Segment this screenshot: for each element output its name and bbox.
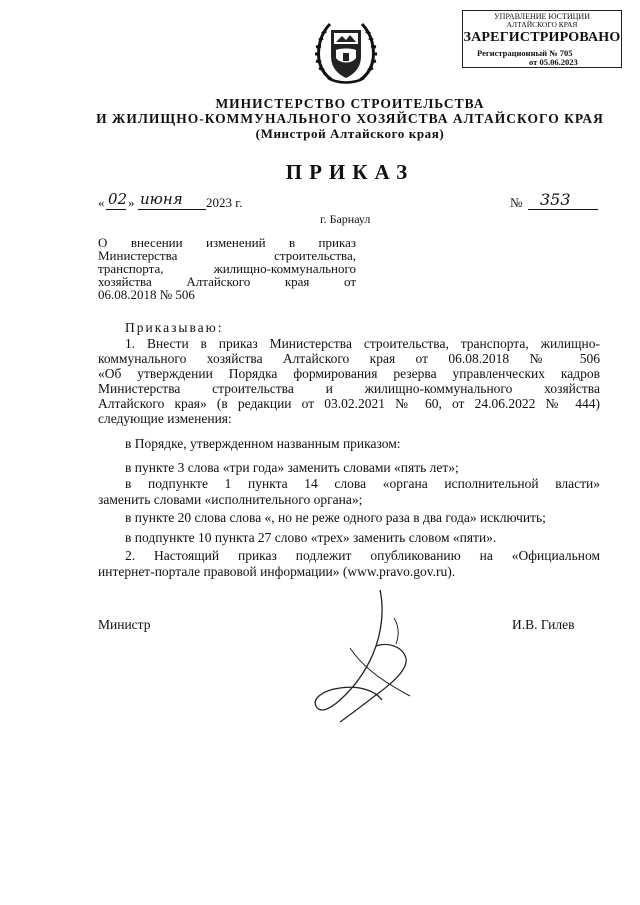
subject-line: хозяйства Алтайского края от (98, 274, 356, 289)
stamp-reg-date: от 05.06.2023 (529, 57, 578, 67)
order-number-label: № (510, 195, 523, 210)
stamp-reg-number: Регистрационный № 705 (477, 48, 573, 58)
change-item-3: в пункте 20 слова слова «, но не реже одного раза в два года» исключить; (125, 510, 546, 525)
order-number-value: 353 (540, 190, 571, 209)
paragraph-1-line: следующие изменения: (98, 411, 232, 426)
date-month-underline (138, 209, 206, 210)
change-item-2-line1: в подпункте 1 пункта 14 слова «органа исполнительной власти» (125, 476, 600, 491)
handwritten-signature-icon (310, 588, 420, 728)
registration-stamp (462, 10, 622, 68)
stamp-authority-line1: УПРАВЛЕНИЕ ЮСТИЦИИ (494, 12, 590, 21)
paragraph-1-line: Алтайского края» (в редакции от 03.02.2021 № 60, от 24.06.2022 № 444) (98, 396, 600, 411)
date-open-quote: « (98, 195, 105, 210)
date-year: 2023 г. (206, 195, 243, 210)
paragraph-1 (98, 336, 600, 426)
paragraph-1-line: «Об утверждении Порядка формирования резерва управленческих кадров (98, 366, 600, 381)
signatory-position: Министр (98, 617, 151, 632)
orders-word: Приказываю: (125, 320, 224, 335)
change-item-1: в пункте 3 слова «три года» заменить словами «пять лет»; (125, 460, 459, 475)
order-subject (98, 236, 356, 301)
ministry-name-line2: И ЖИЛИЩНО-КОММУНАЛЬНОГО ХОЗЯЙСТВА АЛТАЙСКОГО КРАЯ (96, 111, 604, 126)
date-close-quote: » (128, 195, 135, 210)
paragraph-1-line: 1. Внести в приказ Министерства строительства, транспорта, жилищно- (125, 336, 600, 351)
document-type-title: ПРИКАЗ (285, 160, 415, 184)
subject-line: О внесении изменений в приказ (98, 235, 356, 250)
date-month: июня (140, 190, 183, 208)
subject-line: 06.08.2018 № 506 (98, 287, 195, 302)
subject-line: транспорта, жилищно-коммунального (98, 261, 356, 276)
change-item-2-line2: заменить словами «исполнительного органа»; (98, 492, 363, 507)
ministry-short-name: (Минстрой Алтайского края) (255, 126, 445, 141)
signatory-name: И.В. Гилев (512, 617, 575, 632)
paragraph-2-line1: 2. Настоящий приказ подлежит опубликованию на «Официальном (125, 548, 600, 563)
date-day: 02 (108, 190, 128, 208)
subject-line: Министерства строительства, (98, 248, 356, 263)
paragraph-1-line: коммунального хозяйства Алтайского края от 06.08.2018 № 506 (98, 351, 600, 366)
date-day-underline (106, 209, 126, 210)
altai-krai-coat-of-arms-icon (314, 20, 378, 86)
stamp-authority-line2: АЛТАЙСКОГО КРАЯ (506, 20, 578, 29)
change-item-4: в подпункте 10 пункта 27 слово «трех» заменить словом «пяти». (125, 530, 497, 545)
stamp-title: ЗАРЕГИСТРИРОВАНО (463, 30, 621, 45)
order-number-underline (528, 209, 598, 210)
city: г. Барнаул (320, 212, 371, 226)
ministry-name-line1: МИНИСТЕРСТВО СТРОИТЕЛЬСТВА (215, 96, 485, 111)
paragraph-2-line2: интернет-портале правовой информации» (www.pravo.gov.ru). (98, 564, 456, 579)
paragraph-1-line: Министерства строительства и жилищно-коммунального хозяйства (98, 381, 600, 396)
change-intro: в Порядке, утвержденном названным приказом: (125, 436, 401, 451)
